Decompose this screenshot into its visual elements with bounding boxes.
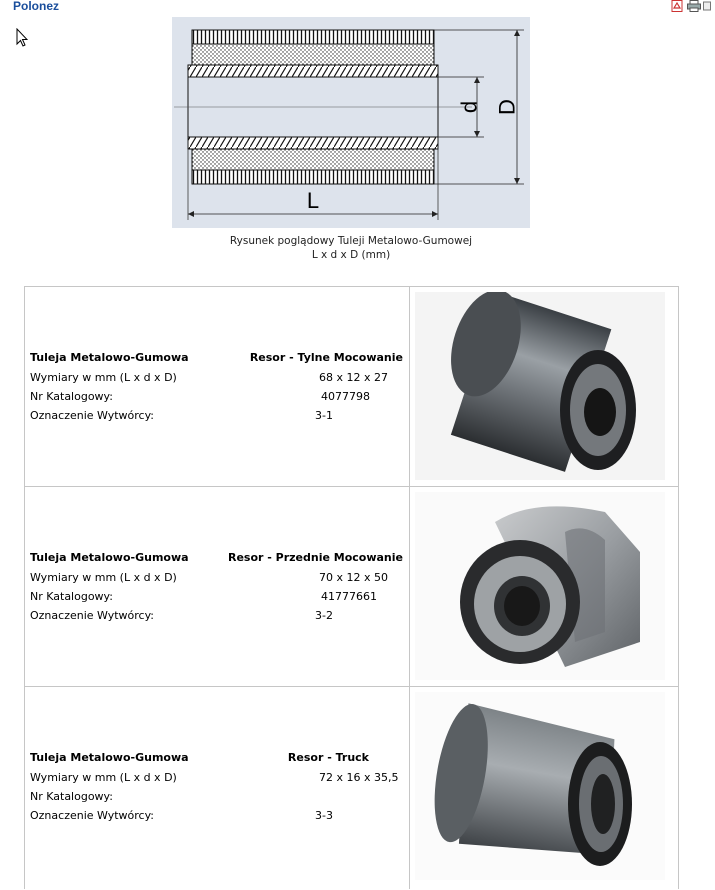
product-info xyxy=(25,687,410,889)
product-subtitle: Resor - Tylne Mocowanie xyxy=(249,351,403,364)
product-info xyxy=(25,287,410,486)
catalog-label: Nr Katalogowy: xyxy=(30,790,113,803)
product-info xyxy=(25,487,410,686)
label-d: d xyxy=(456,100,482,114)
email-icon[interactable] xyxy=(703,0,715,12)
dims-label: Wymiary w mm (L x d x D) xyxy=(30,771,177,784)
catalog-value: 4077798 xyxy=(321,390,370,403)
maker-label: Oznaczenie Wytwórcy: xyxy=(30,809,155,822)
product-photo[interactable] xyxy=(415,692,665,880)
dims-label: Wymiary w mm (L x d x D) xyxy=(30,571,177,584)
maker-label: Oznaczenie Wytwórcy: xyxy=(30,609,155,622)
label-D: D xyxy=(494,99,520,115)
catalog-value: 41777661 xyxy=(321,590,377,603)
product-photo[interactable] xyxy=(415,492,665,680)
label-L: L xyxy=(306,188,320,213)
dims-value: 70 x 12 x 50 xyxy=(319,571,388,584)
product-subtitle: Resor - Truck xyxy=(287,751,369,764)
table-row xyxy=(25,287,678,487)
product-photo-cell xyxy=(410,287,678,486)
product-photo-cell xyxy=(410,687,678,889)
diagram-caption xyxy=(170,234,532,262)
product-subtitle: Resor - Przednie Mocowanie xyxy=(227,551,403,564)
pdf-icon[interactable] xyxy=(671,0,683,12)
product-photo[interactable] xyxy=(415,292,665,480)
maker-value: 3-1 xyxy=(315,409,333,422)
caption-line-1: Rysunek poglądowy Tuleji Metalowo-Gumowej xyxy=(229,235,473,247)
product-name: Tuleja Metalowo-Gumowa xyxy=(30,751,189,764)
toolbar xyxy=(671,0,715,12)
product-name: Tuleja Metalowo-Gumowa xyxy=(30,351,189,364)
maker-value: 3-3 xyxy=(315,809,333,822)
catalog-label: Nr Katalogowy: xyxy=(30,390,113,403)
bushing-diagram xyxy=(172,17,530,228)
mouse-cursor-icon xyxy=(16,28,28,51)
product-photo-cell xyxy=(410,487,678,686)
page-title: Polonez xyxy=(13,0,60,13)
table-row xyxy=(25,687,678,889)
caption-line-2: L x d x D (mm) xyxy=(311,249,391,261)
table-row xyxy=(25,487,678,687)
maker-label: Oznaczenie Wytwórcy: xyxy=(30,409,155,422)
print-icon[interactable] xyxy=(687,0,699,12)
product-table xyxy=(24,286,679,889)
dims-label: Wymiary w mm (L x d x D) xyxy=(30,371,177,384)
dims-value: 68 x 12 x 27 xyxy=(319,371,388,384)
catalog-label: Nr Katalogowy: xyxy=(30,590,113,603)
product-name: Tuleja Metalowo-Gumowa xyxy=(30,551,189,564)
dims-value: 72 x 16 x 35,5 xyxy=(319,771,399,784)
maker-value: 3-2 xyxy=(315,609,333,622)
